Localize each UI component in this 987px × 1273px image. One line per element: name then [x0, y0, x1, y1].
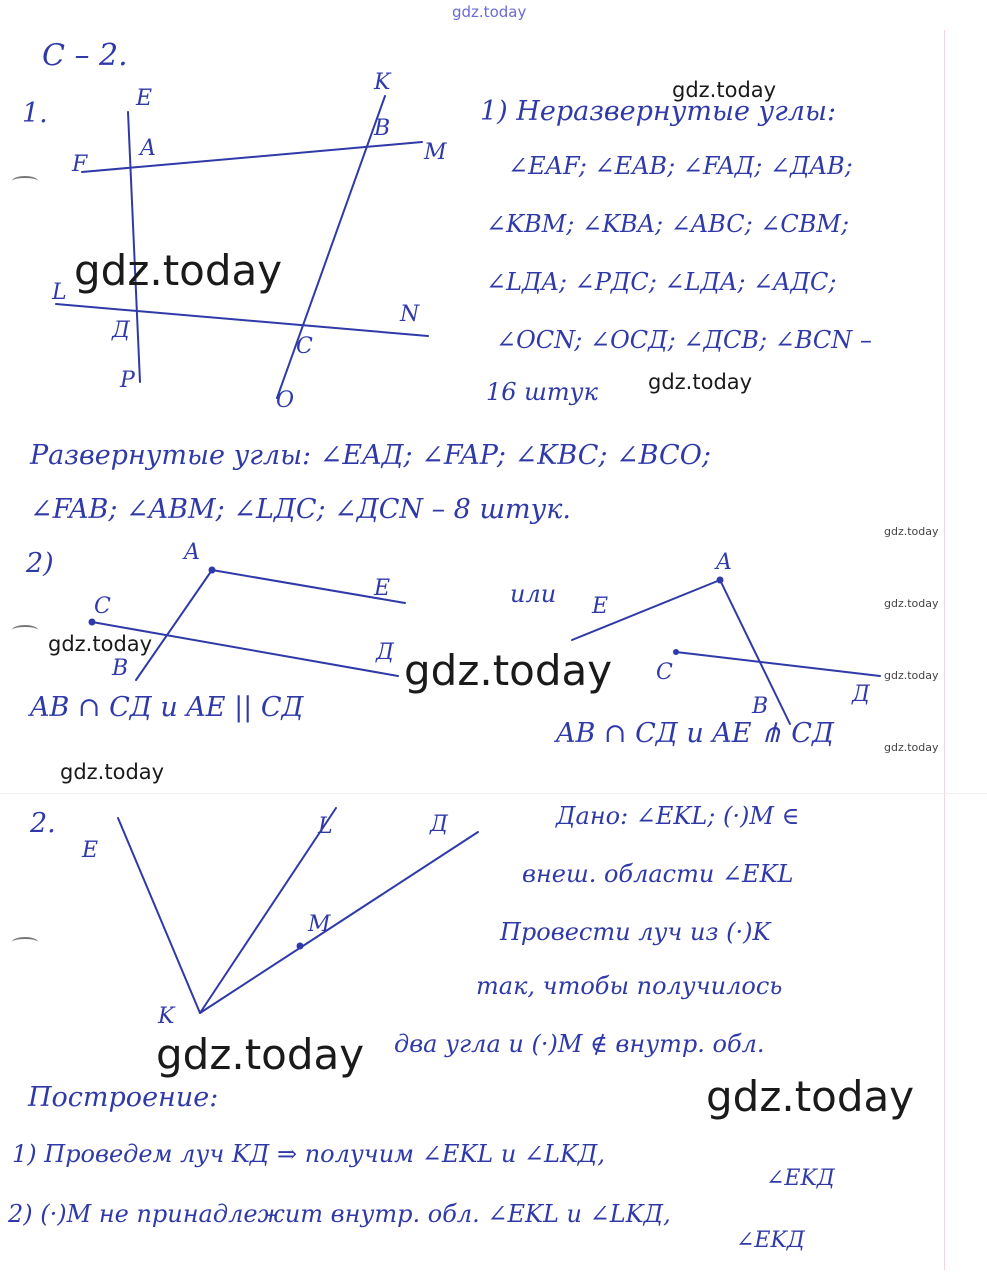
point-A [209, 567, 216, 574]
construction-title: Построение: [28, 1082, 219, 1113]
fig1-label-K: K [374, 70, 391, 95]
watermark: gdz.today [60, 760, 165, 784]
fig2-caption: AB ∩ CД и AE || CД [30, 692, 304, 723]
watermark: gdz.today [706, 1072, 915, 1121]
point-M [297, 943, 304, 950]
fig2-label-D: Д [376, 640, 394, 665]
task2-label-D: Д [430, 812, 448, 837]
or-label: или [510, 580, 557, 608]
task2-number: 2. [30, 808, 56, 839]
watermark: gdz.today [672, 78, 777, 102]
task2-label-K: K [158, 1004, 175, 1029]
fig2-label-A: A [184, 540, 200, 565]
fig2-label-E: E [374, 576, 391, 601]
point-C [673, 649, 679, 655]
angles-line-3: ∠LДA; ∠PДC; ∠LДA; ∠AДC; [486, 268, 837, 296]
fig2-segment-AB [136, 570, 212, 680]
fig1-label-D: Д [112, 318, 130, 343]
construction-step-2: 2) (·)M не принадлежит внутр. обл. ∠EKL и ∠LKД, [8, 1200, 671, 1228]
task1-number: 1. [22, 98, 48, 129]
unfolded-angles-line-1: Развернутые углы: ∠EAД; ∠FAP; ∠KBC; ∠BCO; [30, 440, 711, 471]
ray-KE [118, 818, 200, 1013]
watermark: gdz.today [404, 646, 613, 695]
fig3-label-B: B [752, 694, 769, 719]
given-line-4: так, чтобы получилось [476, 972, 783, 1000]
fig3-label-D: Д [852, 682, 870, 707]
fig3-caption: AB ∩ CД и AE ⋔ CД [556, 718, 834, 749]
ray-KD [200, 832, 478, 1013]
angles-line-4: ∠OCN; ∠OCД; ∠ДCB; ∠BCN – [496, 326, 872, 354]
fig1-label-P: P [120, 368, 135, 393]
fig3-label-E: E [592, 594, 609, 619]
watermark: gdz.today [452, 3, 527, 21]
fig2-label-C: C [94, 594, 111, 619]
given-line-2: внеш. области ∠EKL [522, 860, 794, 888]
watermark: gdz.today [884, 597, 939, 610]
fig3-label-A: A [716, 550, 732, 575]
fig1-line-FM [82, 142, 422, 172]
fig1-label-E: E [136, 86, 153, 111]
point-A [717, 577, 724, 584]
fig1-label-L: L [52, 280, 67, 305]
angles-line-1: ∠EAF; ∠EAB; ∠FAД; ∠ДAB; [508, 152, 853, 180]
construction-step-1: 1) Проведем луч KД ⇒ получим ∠EKL и ∠LKД, [12, 1140, 606, 1168]
fig3-label-C: C [656, 660, 673, 685]
fig3-line-CD [676, 652, 880, 676]
fig1-label-C: C [296, 334, 313, 359]
watermark: gdz.today [74, 246, 283, 295]
task2-label-E: E [82, 838, 99, 863]
fig1-label-O: O [276, 388, 295, 413]
fig1-line-KO [277, 96, 385, 398]
unfolded-angles-line-2: ∠FAB; ∠ABM; ∠LДC; ∠ДCN – 8 штук. [30, 494, 571, 525]
angles-count: 16 штук [486, 378, 598, 406]
fig1-label-M: M [424, 140, 447, 165]
given-line-1: Дано: ∠EKL; (·)M ∈ [556, 802, 800, 830]
watermark: gdz.today [884, 669, 939, 682]
fig1-label-B: B [374, 116, 391, 141]
watermark: gdz.today [48, 632, 153, 656]
part1-title: 1) Неразвернутые углы: [480, 96, 837, 127]
ray-KL [200, 808, 336, 1013]
fig1-label-F: F [72, 152, 88, 177]
given-line-5: два угла и (·)M ∉ внутр. обл. [394, 1030, 765, 1058]
watermark: gdz.today [884, 525, 939, 538]
task2-label-L: L [318, 814, 333, 839]
construction-step-1-sub: ∠EKД [766, 1166, 835, 1191]
given-line-3: Провести луч из (·)K [500, 918, 771, 946]
variant-heading: С – 2. [42, 38, 128, 73]
fig1-label-N: N [400, 302, 420, 327]
fig2-label-B: B [112, 656, 129, 681]
point-C [89, 619, 96, 626]
watermark: gdz.today [648, 370, 753, 394]
watermark: gdz.today [884, 741, 939, 754]
part2-number: 2) [26, 548, 54, 579]
angles-line-2: ∠KBM; ∠KBA; ∠ABC; ∠CBM; [486, 210, 850, 238]
watermark: gdz.today [156, 1030, 365, 1079]
task2-label-M: M [308, 912, 331, 937]
fig1-label-A: A [140, 136, 156, 161]
construction-step-2-sub: ∠EKД [736, 1228, 805, 1253]
